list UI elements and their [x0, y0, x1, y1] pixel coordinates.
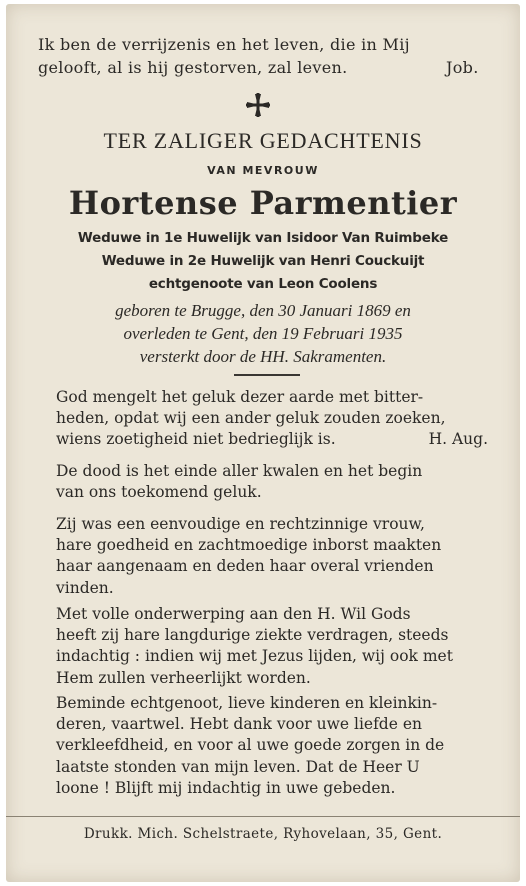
- text-line: Beminde echtgenoot, lieve kinderen en kleinkin-: [56, 694, 438, 712]
- motto-line-2: gelooft, al is hij gestorven, zal leven.: [38, 58, 348, 77]
- cross-icon: [245, 92, 271, 118]
- text-line: De dood is het einde aller kwalen en het begin: [56, 462, 423, 480]
- text-line: van ons toekomend geluk.: [56, 483, 262, 502]
- text-line: vinden.: [56, 578, 114, 597]
- paragraph-character: [56, 514, 488, 599]
- motto-line-1: Ik ben de verrijzenis en het leven, die in Mij: [38, 35, 410, 54]
- text-line: indachtig : indien wij met Jezus lijden, wij ook met: [56, 647, 453, 666]
- footer-divider: [6, 816, 520, 817]
- quote-source: H. Aug.: [428, 430, 488, 449]
- text-line: Zij was een eenvoudige en rechtzinnige vrouw,: [56, 515, 425, 533]
- text-line: heden, opdat wij een ander geluk zouden zoeken,: [56, 409, 446, 428]
- relation-line-3: echtgenoote van Leon Coolens: [148, 276, 378, 292]
- death-line: overleden te Gent, den 19 Februari 1935: [123, 324, 403, 343]
- memorial-card: [6, 4, 520, 882]
- deceased-name: Hortense Parmentier: [68, 184, 458, 222]
- sacraments-line: versterkt door de HH. Sakramenten.: [139, 347, 387, 366]
- text-line: heeft zij hare langdurige ziekte verdragen, steeds: [56, 626, 449, 645]
- birth-line: geboren te Brugge, den 30 Januari 1869 en: [115, 301, 411, 320]
- text-line: God mengelt het geluk dezer aarde met bitter-: [56, 388, 424, 406]
- text-line: laatste stonden van mijn leven. Dat de Heer U: [56, 757, 420, 776]
- memorial-subtitle: VAN MEVROUW: [207, 164, 319, 177]
- relation-line-1: Weduwe in 1e Huwelijk van Isidoor Van Ruimbeke: [77, 230, 449, 246]
- motto-source: Job.: [446, 58, 479, 77]
- text-line: Met volle onderwerping aan den H. Wil Gods: [56, 605, 411, 623]
- text-line: hare goedheid en zachtmoedige inborst maakten: [56, 536, 442, 555]
- memorial-title: TER ZALIGER GEDACHTENIS: [103, 128, 423, 153]
- relation-line-2: Weduwe in 2e Huwelijk van Henri Couckuijt: [101, 253, 425, 269]
- text-line: Hem zullen verheerlijkt worden.: [56, 668, 311, 687]
- text-line: deren, vaartwel. Hebt dank voor uwe liefde en: [56, 715, 422, 734]
- text-line: loone ! Blijft mij indachtig in uwe gebeden.: [56, 778, 396, 797]
- paragraph-augustine: [56, 387, 488, 451]
- text-line: haar aangenaam en deden haar overal vrienden: [56, 557, 434, 576]
- paragraph-death: [56, 461, 488, 503]
- text-line: verkleefdheid, en voor al uwe goede zorgen in de: [56, 736, 445, 755]
- text-line-content: wiens zoetigheid niet bedrieglijk is.: [56, 430, 336, 449]
- paragraph-illness: [56, 604, 488, 689]
- paragraph-farewell: [56, 693, 488, 799]
- text-line: [56, 429, 488, 450]
- divider: [234, 374, 300, 376]
- printer-imprint: Drukk. Mich. Schelstraete, Ryhovelaan, 35, Gent.: [83, 826, 443, 842]
